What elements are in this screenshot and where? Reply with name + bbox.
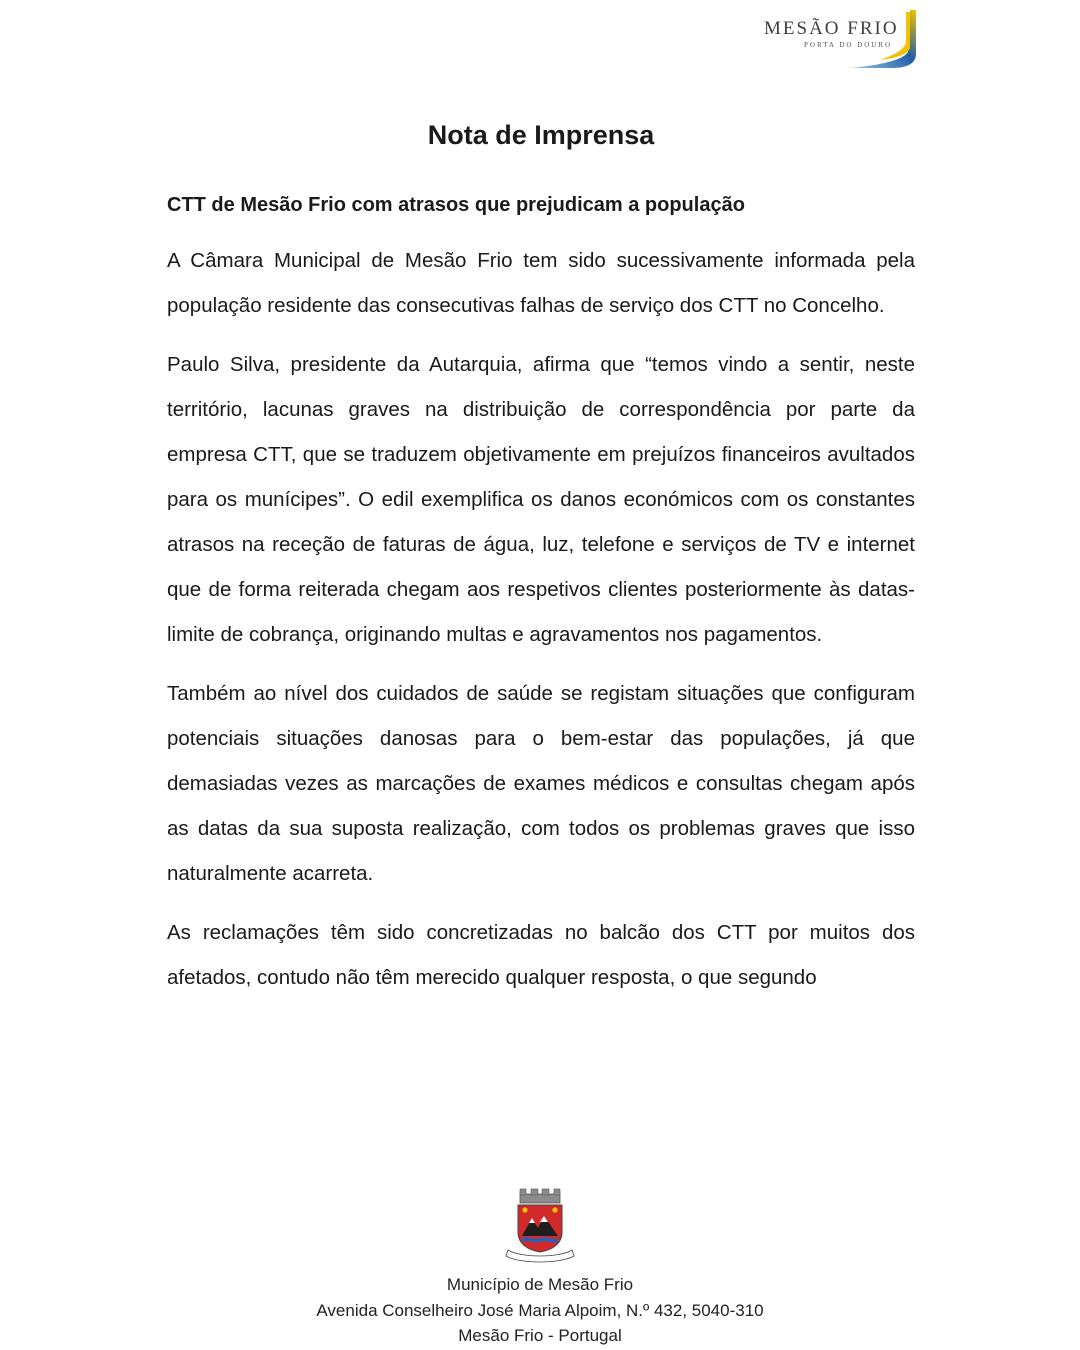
brand-logo [760, 8, 920, 70]
municipal-crest-icon [504, 1188, 576, 1264]
press-release [167, 110, 915, 1014]
brand-tagline: PORTA DO DOURO [804, 41, 893, 49]
footer-locality: Mesão Frio - Portugal [458, 1326, 622, 1345]
brand-name: MESÃO FRIO [764, 18, 899, 39]
paragraph-4: As reclamações têm sido concretizadas no balcão dos CTT por muitos dos afetados, contudo não têm merecido qualquer resposta, o que segundo [167, 921, 915, 989]
footer-address: Avenida Conselheiro José Maria Alpoim, N.º 432, 5040-310 [316, 1300, 764, 1320]
paragraph-2: Paulo Silva, presidente da Autarquia, afirma que “temos vindo a sentir, neste território, lacunas graves na distribuição de correspondência por parte da empresa CTT, que se traduzem objetivamente em prejuízos financeiros avultados para os munícipes”. O edil exemplifica os danos económicos com os constantes atrasos na receção de faturas de água, luz, telefone e serviços de TV e internet que de forma reiterada chegam aos respetivos clientes posteriormente às datas-limite de cobrança, originando multas e agravamentos nos pagamentos. [167, 353, 915, 646]
footer [0, 1188, 1080, 1349]
page-title: Nota de Imprensa [427, 120, 655, 150]
article-headline: CTT de Mesão Frio com atrasos que prejudicam a população [167, 194, 745, 216]
paragraph-1: A Câmara Municipal de Mesão Frio tem sido sucessivamente informada pela população residente das consecutivas falhas de serviço dos CTT no Concelho. [167, 249, 915, 317]
paragraph-3: Também ao nível dos cuidados de saúde se registam situações que configuram potenciais situações danosas para o bem-estar das populações, já que demasiadas vezes as marcações de exames médicos e consultas chegam após as datas da sua suposta realização, com todos os problemas graves que isso naturalmente acarreta. [167, 682, 915, 885]
footer-municipality: Município de Mesão Frio [446, 1275, 634, 1294]
